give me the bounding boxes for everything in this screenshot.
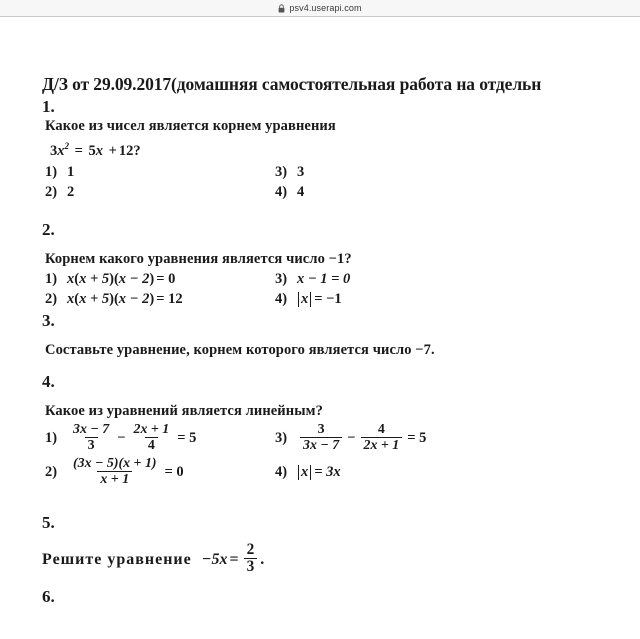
question-1-option-2[interactable] xyxy=(45,182,275,202)
q1-twelve: 12 xyxy=(118,142,134,159)
q5-equals: = xyxy=(229,550,239,568)
numerator: 3x − 7 xyxy=(73,421,110,437)
q4-o3-fraction-1 xyxy=(300,422,342,453)
q4-o4-abs-x: x xyxy=(298,465,311,480)
option-label: 1) xyxy=(45,429,58,446)
q4-o1-equals: = 5 xyxy=(177,429,197,446)
denominator: 2x + 1 xyxy=(361,437,403,453)
q2-o1-xminus2: x − 2 xyxy=(118,270,150,287)
question-2-option-2[interactable] xyxy=(45,289,275,309)
q4-o3-fraction-2 xyxy=(361,422,403,453)
q4-o4-equals: = 3x xyxy=(314,463,341,480)
q2-o2-lparen: ( xyxy=(74,290,80,307)
q1-plus: + xyxy=(108,142,117,159)
question-2-option-3[interactable] xyxy=(275,269,350,289)
question-5-prompt: Решите уравнение xyxy=(42,550,192,568)
option-label: 4) xyxy=(275,463,288,480)
question-4-number: 4. xyxy=(42,371,55,391)
denominator: x + 1 xyxy=(97,471,132,487)
question-2-option-1[interactable] xyxy=(45,269,275,289)
question-4-option-1[interactable] xyxy=(45,421,275,455)
question-3-number: 3. xyxy=(42,310,55,330)
option-value: x − 1 = 0 xyxy=(297,270,351,287)
option-value xyxy=(297,289,344,309)
q2-o1-lparen: ( xyxy=(74,270,80,287)
question-4-option-row-2 xyxy=(45,455,640,489)
question-5-equation xyxy=(201,540,265,577)
spacer xyxy=(42,202,640,218)
q2-o1-equals: = 0 xyxy=(156,270,176,287)
option-label: 1) xyxy=(45,163,58,180)
option-value xyxy=(297,455,343,489)
option-value xyxy=(67,455,186,489)
question-6-number: 6. xyxy=(42,587,55,607)
question-1-prompt: Какое из чисел является корнем уравнения xyxy=(45,118,336,134)
q2-o1-rparen: ) xyxy=(109,270,114,287)
option-label: 2) xyxy=(45,290,58,307)
question-5-prompt-line xyxy=(42,540,640,577)
numerator: 3 xyxy=(317,421,325,437)
question-4-prompt: Какое из уравнений является линейным? xyxy=(45,402,323,419)
q1-equals: = xyxy=(74,142,83,159)
option-label: 3) xyxy=(275,163,288,180)
q2-o2-x: x xyxy=(67,290,75,307)
q4-o2-equals: = 0 xyxy=(164,463,184,480)
q2-o1-x: x xyxy=(67,270,75,287)
question-4-option-2[interactable] xyxy=(45,455,275,489)
numerator: 2x + 1 xyxy=(133,421,170,437)
spacer xyxy=(42,360,640,370)
q2-o1-lparen2: ( xyxy=(113,270,119,287)
document-title: Д/З от 29.09.2017(домашняя самостоятельная работа на отдельн xyxy=(42,74,542,94)
q1-var-x2: x xyxy=(95,142,104,159)
question-1-option-row-1 xyxy=(45,162,640,182)
document-body xyxy=(42,74,640,607)
option-label: 2) xyxy=(45,463,58,480)
option-value: 1 xyxy=(67,163,75,180)
denominator: 3 xyxy=(85,437,98,453)
option-label: 2) xyxy=(45,183,58,200)
spacer xyxy=(42,533,640,543)
q2-o1-rparen2: ) xyxy=(149,270,155,287)
browser-address-bar[interactable] xyxy=(0,0,640,17)
denominator: 4 xyxy=(145,437,158,453)
q2-o4-equals: = −1 xyxy=(314,290,342,307)
option-label: 4) xyxy=(275,290,288,307)
question-1-option-row-2 xyxy=(45,182,640,202)
q2-o2-rparen: ) xyxy=(109,290,114,307)
option-value xyxy=(67,269,177,289)
q1-coef-5: 5 xyxy=(88,142,96,159)
option-label: 4) xyxy=(275,183,288,200)
q2-o1-xplus5: x + 5 xyxy=(79,270,110,287)
question-1-equation xyxy=(50,136,640,162)
q4-o3-minus: − xyxy=(347,429,356,446)
question-2-option-row-1 xyxy=(45,269,640,289)
q1-var-x: x xyxy=(57,142,65,159)
option-label: 3) xyxy=(275,270,288,287)
q1-exponent: 2 xyxy=(64,141,69,151)
q4-o1-minus: − xyxy=(117,429,126,446)
document-page xyxy=(0,17,640,639)
q5-period: . xyxy=(260,550,265,568)
address-bar-content[interactable] xyxy=(278,3,361,13)
option-value: 4 xyxy=(297,183,305,200)
question-5-number: 5. xyxy=(42,512,55,532)
q2-o4-abs-x: x xyxy=(298,292,311,307)
question-1-option-4[interactable] xyxy=(275,182,304,202)
q4-o1-fraction-2 xyxy=(131,422,173,453)
q1-question-mark: ? xyxy=(133,142,141,159)
option-value xyxy=(67,421,198,455)
option-value xyxy=(67,289,185,309)
question-2-option-row-2 xyxy=(45,289,640,309)
q2-o2-xminus2: x − 2 xyxy=(118,290,150,307)
question-4-option-4[interactable] xyxy=(275,455,343,489)
q2-o2-lparen2: ( xyxy=(113,290,119,307)
question-1-number: 1. xyxy=(42,97,55,116)
spacer xyxy=(42,240,640,250)
option-value xyxy=(297,421,428,455)
denominator: 3x − 7 xyxy=(300,437,342,453)
q5-lead: −5x xyxy=(201,550,228,568)
question-2-prompt: Корнем какого уравнения является число −1? xyxy=(45,250,352,267)
q1-coef-3: 3 xyxy=(50,142,58,159)
spacer xyxy=(42,577,640,587)
option-value: 3 xyxy=(297,163,305,180)
lock-icon xyxy=(278,4,285,13)
question-4-options xyxy=(45,421,640,489)
q2-o2-equals12: = 12 xyxy=(156,290,183,307)
question-1-option-3[interactable] xyxy=(275,162,304,182)
q2-o2-xplus5: x + 5 xyxy=(79,290,110,307)
numerator: 2 xyxy=(246,540,255,558)
question-2-option-4[interactable] xyxy=(275,289,344,309)
question-1-option-1[interactable] xyxy=(45,162,275,182)
spacer xyxy=(42,489,640,511)
question-1-options xyxy=(45,162,640,202)
q2-o2-rparen2: ) xyxy=(149,290,155,307)
denominator: 3 xyxy=(244,558,258,576)
q5-fraction xyxy=(244,542,258,576)
question-2-options xyxy=(45,269,640,309)
spacer xyxy=(42,331,640,341)
q4-o2-fraction xyxy=(70,456,160,487)
question-3-prompt: Составьте уравнение, корнем которого является число −7. xyxy=(45,341,435,358)
option-value: 2 xyxy=(67,183,75,200)
spacer xyxy=(42,392,640,402)
question-2-number: 2. xyxy=(42,219,55,239)
address-bar-url: psv4.userapi.com xyxy=(289,3,362,13)
question-4-option-3[interactable] xyxy=(275,421,428,455)
question-4-option-row-1 xyxy=(45,421,640,455)
numerator: (3x − 5)(x + 1) xyxy=(73,455,157,471)
q4-o3-equals: = 5 xyxy=(407,429,427,446)
option-label: 1) xyxy=(45,270,58,287)
q4-o1-fraction-1 xyxy=(70,422,112,453)
option-label: 3) xyxy=(275,429,288,446)
numerator: 4 xyxy=(377,421,385,437)
